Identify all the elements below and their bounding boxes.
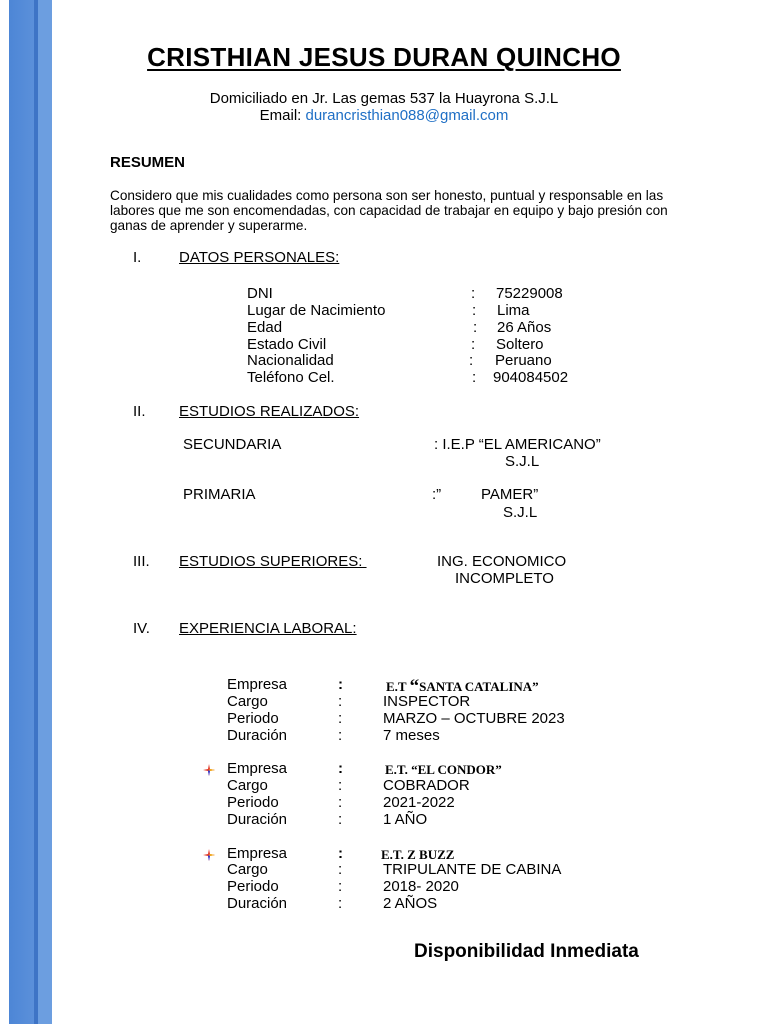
- job-label: Empresa: [227, 760, 288, 777]
- job-separator: :: [338, 693, 343, 710]
- email-link[interactable]: durancristhian088@gmail.com: [305, 107, 509, 124]
- job-company: E.T. Z BUZZ: [381, 847, 455, 862]
- address-line: Domiciliado en Jr. Las gemas 537 la Huayrona S.J.L: [209, 90, 559, 107]
- personal-label: Nacionalidad: [247, 352, 334, 369]
- job-period: MARZO – OCTUBRE 2023: [383, 710, 565, 727]
- resumen-heading: RESUMEN: [110, 154, 186, 171]
- job-separator: :: [338, 861, 343, 878]
- job-separator: :: [338, 760, 343, 777]
- study-location: S.J.L: [505, 453, 540, 470]
- job-separator: :: [338, 794, 343, 811]
- decorative-left-bar: [0, 0, 52, 1024]
- job-label: Periodo: [227, 878, 279, 895]
- job-label: Cargo: [227, 777, 268, 794]
- job-duration: 7 meses: [383, 727, 440, 744]
- study-school: PAMER”: [481, 486, 539, 503]
- job-label: Empresa: [227, 676, 288, 693]
- job-separator: :: [338, 878, 343, 895]
- section-title-experiencia-laboral: EXPERIENCIA LABORAL:: [179, 620, 357, 637]
- email-label: Email:: [259, 107, 306, 124]
- study-school: : I.E.P “EL AMERICANO”: [434, 436, 601, 453]
- personal-value: Peruano: [495, 352, 552, 369]
- job-separator: :: [338, 845, 343, 862]
- personal-label: DNI: [247, 285, 273, 302]
- study-location: S.J.L: [503, 504, 538, 521]
- email-line: [0, 107, 768, 124]
- four-point-star-bullet-icon: [203, 764, 215, 776]
- personal-label: Estado Civil: [247, 336, 327, 353]
- job-label: Duración: [227, 895, 288, 912]
- personal-separator: :: [469, 352, 474, 369]
- personal-separator: :: [471, 285, 476, 302]
- job-period: 2021-2022: [383, 794, 455, 811]
- job-role: COBRADOR: [383, 777, 470, 794]
- personal-value: 75229008: [496, 285, 563, 302]
- job-label: Cargo: [227, 861, 268, 878]
- resumen-text: Considero que mis cualidades como persona son ser honesto, puntual y responsable en las labores que me son encomendadas, con capacidad de trabajar en equipo y bajo presión con ganas de aprender y superarme.: [110, 188, 668, 234]
- section-number: II.: [133, 403, 146, 420]
- job-company: E.T. “EL CONDOR”: [385, 762, 502, 777]
- job-label: Duración: [227, 727, 288, 744]
- personal-label: Teléfono Cel.: [247, 369, 335, 386]
- availability-statement: Disponibilidad Inmediata: [414, 941, 639, 962]
- job-company-name: SANTA CATALINA”: [419, 679, 539, 694]
- section-number: I.: [133, 249, 142, 266]
- job-period: 2018- 2020: [383, 878, 459, 895]
- job-separator: :: [338, 895, 343, 912]
- higher-study-career: ING. ECONOMICO: [437, 553, 567, 570]
- job-label: Empresa: [227, 845, 288, 862]
- personal-value: 26 Años: [497, 319, 552, 336]
- job-separator: :: [338, 811, 343, 828]
- personal-value: Soltero: [496, 336, 544, 353]
- job-role: INSPECTOR: [383, 693, 471, 710]
- study-level: PRIMARIA: [183, 486, 256, 503]
- candidate-name: CRISTHIAN JESUS DURAN QUINCHO: [147, 42, 621, 72]
- section-title-estudios-superiores: ESTUDIOS SUPERIORES:: [179, 553, 367, 570]
- section-title-estudios-realizados: ESTUDIOS REALIZADOS:: [179, 403, 360, 420]
- job-company-prefix: E.T: [386, 679, 410, 694]
- study-level: SECUNDARIA: [183, 436, 282, 453]
- job-separator: :: [338, 727, 343, 744]
- study-prefix: :”: [432, 486, 442, 503]
- job-separator: :: [338, 676, 343, 693]
- section-title-datos-personales: DATOS PERSONALES:: [179, 249, 340, 266]
- personal-label: Edad: [247, 319, 283, 336]
- higher-study-status: INCOMPLETO: [455, 570, 554, 587]
- job-duration: 2 AÑOS: [383, 895, 438, 912]
- personal-separator: :: [472, 302, 477, 319]
- job-separator: :: [338, 710, 343, 727]
- job-label: Cargo: [227, 693, 268, 710]
- personal-separator: :: [472, 369, 477, 386]
- section-number: IV.: [133, 620, 150, 637]
- personal-separator: :: [473, 319, 478, 336]
- section-number: III.: [133, 553, 150, 570]
- job-role: TRIPULANTE DE CABINA: [383, 861, 562, 878]
- personal-value: 904084502: [493, 369, 569, 386]
- job-separator: :: [338, 777, 343, 794]
- job-label: Duración: [227, 811, 288, 828]
- personal-value: Lima: [497, 302, 530, 319]
- four-point-star-bullet-icon: [203, 849, 215, 861]
- personal-label: Lugar de Nacimiento: [247, 302, 386, 319]
- personal-separator: :: [471, 336, 476, 353]
- job-label: Periodo: [227, 710, 279, 727]
- job-label: Periodo: [227, 794, 279, 811]
- job-duration: 1 AÑO: [383, 811, 428, 828]
- job-company-quote: “: [409, 676, 420, 697]
